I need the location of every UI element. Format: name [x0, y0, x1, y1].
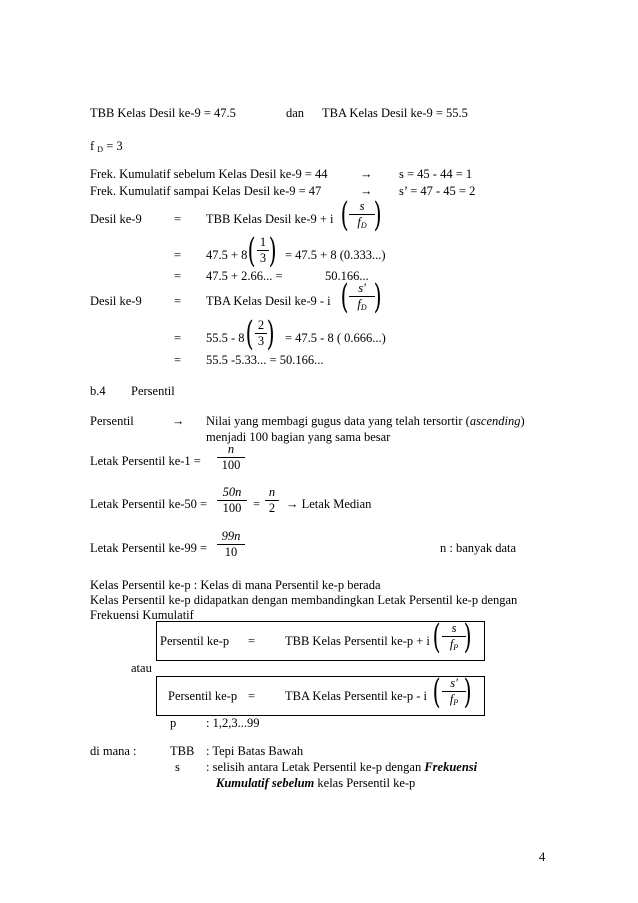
dan-text: dan — [286, 106, 305, 120]
frac-f: f — [449, 692, 454, 706]
arrow-def: → — [172, 414, 185, 428]
paren-right-b1: ) — [463, 617, 472, 657]
frac-num: n — [227, 442, 235, 456]
frac-s-fp — [442, 622, 466, 652]
frac-f: f — [357, 297, 361, 311]
atau-text: atau — [131, 661, 152, 675]
s-definition-line-2 — [216, 776, 415, 790]
frac-den: 3 — [257, 334, 265, 348]
frac-bar — [442, 691, 466, 692]
def-italic: ascending — [469, 414, 521, 428]
frac-2-3 — [255, 319, 267, 348]
arrow-1: → — [360, 167, 373, 181]
p-values: : 1,2,3...99 — [206, 716, 260, 730]
calc-line-3a: 47.5 + 2.66... = — [206, 269, 283, 283]
letak-99-label: Letak Persentil ke-99 = — [90, 541, 208, 555]
frac-num: n — [268, 485, 276, 499]
eq-2: = — [174, 248, 182, 262]
letak-median: → Letak Median — [286, 497, 372, 511]
s-definition-line-1 — [206, 760, 477, 774]
calc-line-5b: = 47.5 - 8 ( 0.666...) — [285, 331, 386, 345]
calc-line-2a: 47.5 + 8 — [206, 248, 248, 262]
section-title: Persentil — [131, 384, 175, 398]
paren-left-2: ( — [247, 231, 256, 271]
kelas-line-2: Kelas Persentil ke-p didapatkan dengan membandingkan Letak Persentil ke-p dengan — [90, 593, 518, 607]
eq-6: = — [174, 353, 182, 367]
fd-sub: D — [97, 145, 104, 154]
paren-right-4: ) — [373, 277, 382, 317]
frac-sub: P — [453, 643, 459, 652]
frac-1-3 — [257, 236, 269, 265]
frek-sebelum: Frek. Kumulatif sebelum Kelas Desil ke-9 = 44 — [90, 167, 328, 181]
frac-bar — [349, 214, 375, 215]
paren-left-b1: ( — [432, 617, 441, 657]
tbb-term: TBB — [170, 744, 195, 758]
s-calc: s = 45 - 44 = 1 — [399, 167, 473, 181]
frac-sub: D — [360, 303, 367, 312]
def-text: Nilai yang membagi gugus data yang telah tersortir ( — [206, 414, 470, 428]
page-number: 4 — [539, 850, 546, 864]
s-def-text: : selisih antara Letak Persentil ke-p dengan — [206, 760, 425, 774]
frac-n-100 — [217, 443, 245, 472]
p-label: p — [170, 716, 177, 730]
box2-eq: = — [248, 689, 256, 703]
tbb-desil-9: TBB Kelas Desil ke-9 = 47.5 — [90, 106, 236, 120]
fd-val: = 3 — [106, 139, 123, 153]
persentil-term: Persentil — [90, 414, 134, 428]
frac-f: f — [449, 637, 454, 651]
frac-den: 100 — [222, 501, 242, 515]
kelas-line-1: Kelas Persentil ke-p : Kelas di mana Persentil ke-p berada — [90, 578, 381, 592]
frac-n-2 — [265, 486, 279, 515]
eq-5: = — [174, 331, 182, 345]
calc-line-2b: = 47.5 + 8 (0.333...) — [285, 248, 386, 262]
frac-sub: D — [360, 221, 367, 230]
frac-num: s' — [450, 676, 458, 690]
frac-50n-100 — [217, 486, 247, 515]
box2-label: Persentil ke-p — [168, 689, 238, 703]
fd-value — [90, 139, 123, 155]
frac-f: f — [357, 215, 361, 229]
paren-left-b2: ( — [432, 672, 441, 712]
frac-99n-10 — [217, 530, 245, 559]
s-def-bold: Kumulatif sebelum — [216, 776, 315, 790]
eq-3: = — [174, 269, 182, 283]
eq-4: = — [174, 294, 182, 308]
section-number: b.4 — [90, 384, 106, 398]
def-text: ) — [520, 414, 525, 428]
desil-label-1: Desil ke-9 — [90, 212, 142, 226]
frac-den: 100 — [221, 458, 241, 472]
s-def-bold: Frekuensi — [424, 760, 478, 774]
paren-right-1: ) — [373, 195, 382, 235]
frac-num: s' — [358, 281, 366, 295]
paren-right-5: ) — [266, 314, 275, 354]
calc-line-6: 55.5 -5.33... = 50.166... — [206, 353, 324, 367]
paren-left-1: ( — [340, 195, 349, 235]
letak-1-label: Letak Persentil ke-1 = — [90, 454, 201, 468]
arrow-2: → — [360, 184, 373, 198]
kelas-line-3: Frekuensi Kumulatif — [90, 608, 194, 622]
letak-50-label: Letak Persentil ke-50 = — [90, 497, 208, 511]
paren-left-5: ( — [245, 314, 254, 354]
frac-num: 99n — [221, 529, 241, 543]
frac-num: 50n — [222, 485, 242, 499]
frac-den: 2 — [268, 501, 276, 515]
frac-sub: P — [453, 698, 459, 707]
fd-f: f — [90, 139, 95, 153]
frac-den: 10 — [224, 545, 238, 559]
definition-line-2: menjadi 100 bagian yang sama besar — [206, 430, 391, 444]
frac-s2-fd — [349, 282, 375, 312]
calc-line-3b: 50.166... — [325, 269, 369, 283]
frac-bar — [349, 296, 375, 297]
dimana-label: di mana : — [90, 744, 137, 758]
tbb-definition: : Tepi Batas Bawah — [206, 744, 304, 758]
frac-bar — [442, 636, 466, 637]
box2-formula: TBA Kelas Persentil ke-p - i — [285, 689, 427, 703]
paren-right-b2: ) — [463, 672, 472, 712]
frac-num: s — [359, 199, 365, 213]
formula-tba: TBA Kelas Desil ke-9 - i — [206, 294, 331, 308]
box1-label: Persentil ke-p — [160, 634, 230, 648]
frac-num: 1 — [259, 235, 267, 249]
calc-line-5a: 55.5 - 8 — [206, 331, 245, 345]
paren-left-4: ( — [340, 277, 349, 317]
frac-den: 3 — [259, 251, 267, 265]
n-note: n : banyak data — [440, 541, 517, 555]
s-def-text: kelas Persentil ke-p — [314, 776, 416, 790]
frac-s2-fp — [442, 677, 466, 707]
definition-line-1 — [206, 414, 525, 428]
formula-tbb: TBB Kelas Desil ke-9 + i — [206, 212, 334, 226]
box1-eq: = — [248, 634, 256, 648]
paren-right-2: ) — [268, 231, 277, 271]
box1-formula: TBB Kelas Persentil ke-p + i — [285, 634, 430, 648]
frek-sampai: Frek. Kumulatif sampai Kelas Desil ke-9 = 47 — [90, 184, 322, 198]
eq-50: = — [253, 497, 261, 511]
desil-label-2: Desil ke-9 — [90, 294, 142, 308]
tba-desil-9: TBA Kelas Desil ke-9 = 55.5 — [322, 106, 468, 120]
eq-1: = — [174, 212, 182, 226]
s2-calc: s’ = 47 - 45 = 2 — [399, 184, 476, 198]
frac-num: 2 — [257, 318, 265, 332]
frac-s-fd — [349, 200, 375, 230]
frac-num: s — [451, 621, 457, 635]
s-term: s — [175, 760, 180, 774]
